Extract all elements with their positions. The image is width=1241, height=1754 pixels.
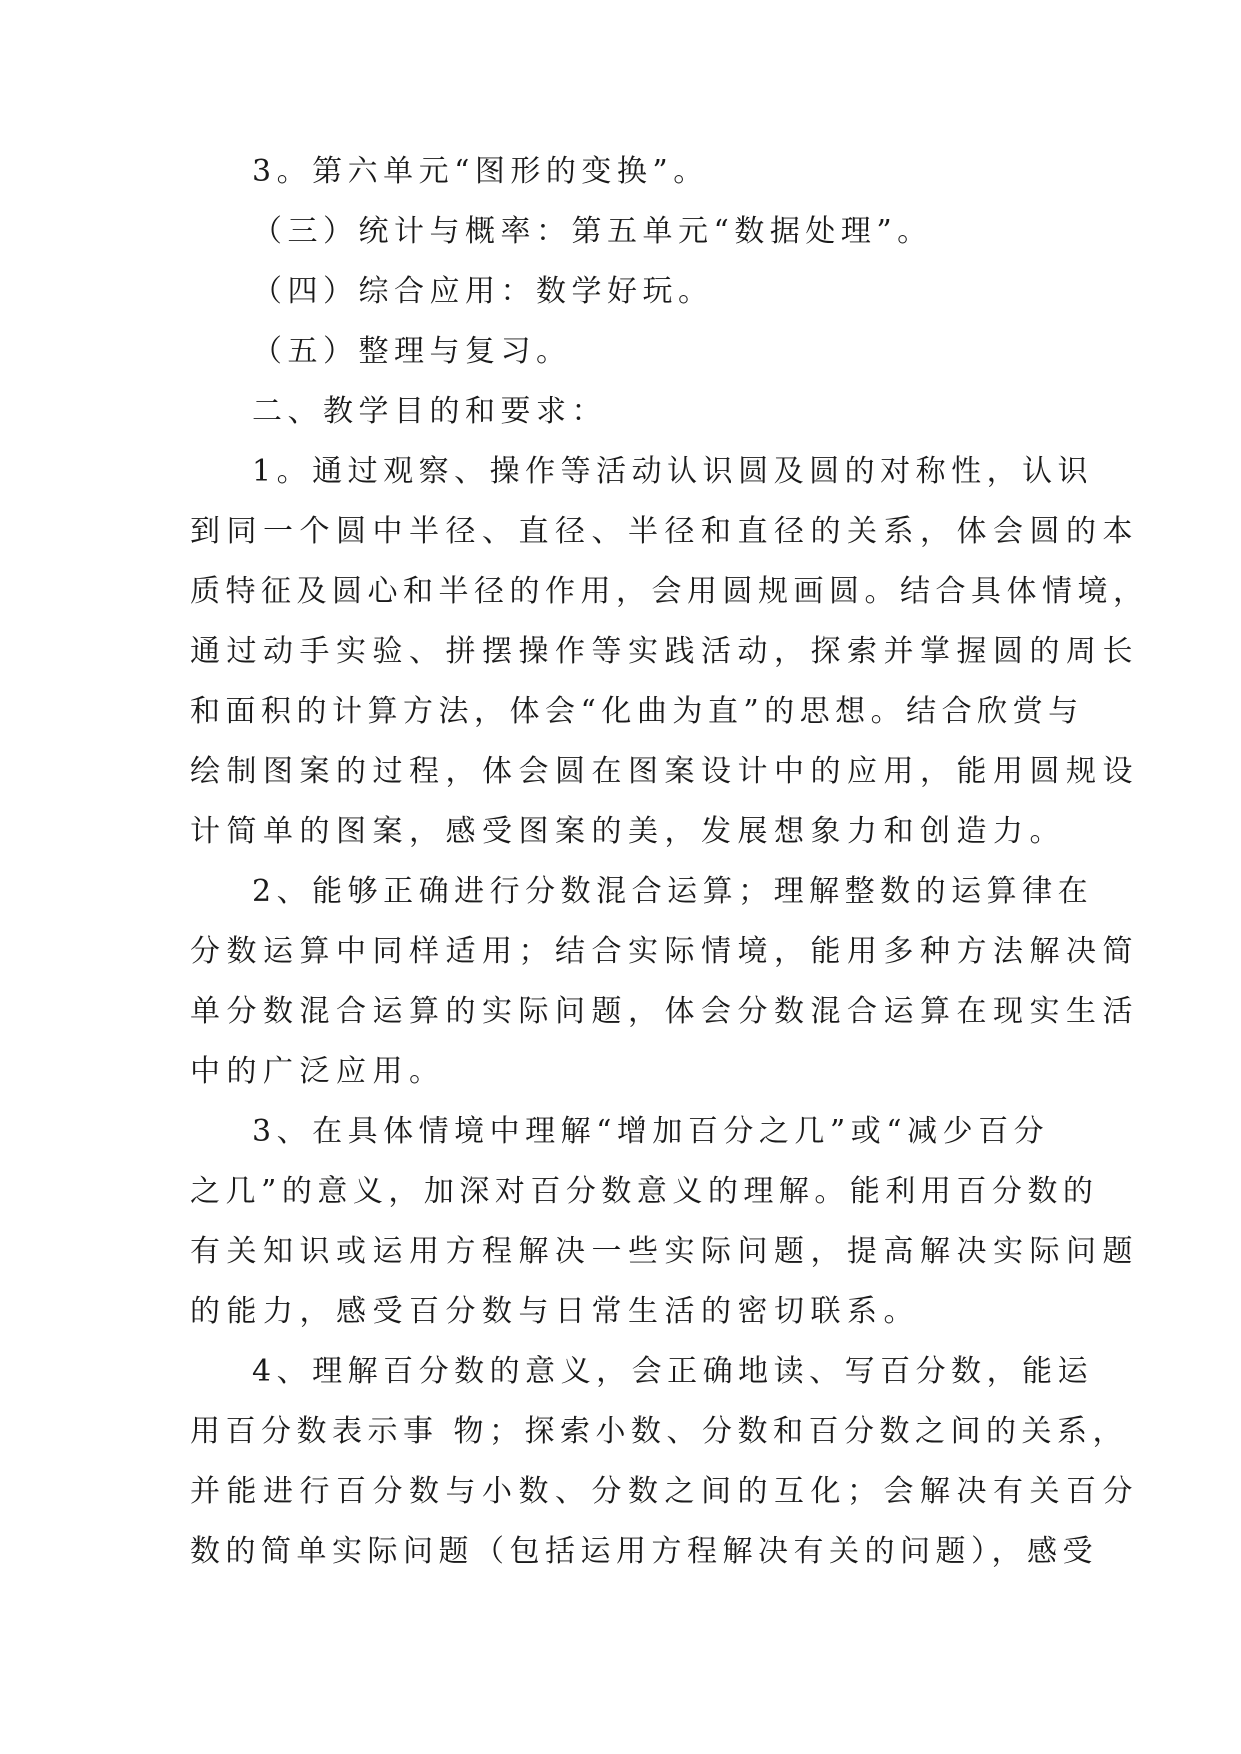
text-line: （三）统计与概率：第五单元“数据处理”。 bbox=[252, 214, 933, 249]
text-line: 数的简单实际问题（包括运用方程解决有关的问题），感受 bbox=[190, 1534, 1098, 1569]
text-line: 之几”的意义，加深对百分数意义的理解。能利用百分数的 bbox=[190, 1174, 1099, 1209]
text-line: 绘制图案的过程，体会圆在图案设计中的应用，能用圆规设 bbox=[190, 754, 1139, 789]
text-line: 单分数混合运算的实际问题，体会分数混合运算在现实生活 bbox=[190, 994, 1139, 1029]
text-line: 3。第六单元“图形的变换”。 bbox=[252, 154, 709, 189]
text-line: 4、理解百分数的意义，会正确地读、写百分数，能运 bbox=[252, 1354, 1094, 1389]
text-line: 3、在具体情境中理解“增加百分之几”或“减少百分 bbox=[252, 1114, 1050, 1149]
text-line: 到同一个圆中半径、直径、半径和直径的关系，体会圆的本 bbox=[190, 514, 1139, 549]
text-line: 有关知识或运用方程解决一些实际问题，提高解决实际问题 bbox=[190, 1234, 1139, 1269]
text-line: 中的广泛应用。 bbox=[190, 1054, 446, 1089]
text-line: 通过动手实验、拼摆操作等实践活动，探索并掌握圆的周长 bbox=[190, 634, 1139, 669]
text-line: 2、能够正确进行分数混合运算；理解整数的运算律在 bbox=[252, 874, 1094, 909]
text-line: （五）整理与复习。 bbox=[252, 334, 572, 369]
text-line: 的能力，感受百分数与日常生活的密切联系。 bbox=[190, 1294, 920, 1329]
text-line: 1。通过观察、操作等活动认识圆及圆的对称性，认识 bbox=[252, 454, 1094, 489]
text-line: 分数运算中同样适用；结合实际情境，能用多种方法解决简 bbox=[190, 934, 1139, 969]
text-line: 计简单的图案，感受图案的美，发展想象力和创造力。 bbox=[190, 814, 1066, 849]
text-line: 质特征及圆心和半径的作用，会用圆规画圆。结合具体情境， bbox=[190, 574, 1149, 609]
text-line: （四）综合应用：数学好玩。 bbox=[252, 274, 714, 309]
text-line: 和面积的计算方法，体会“化曲为直”的思想。结合欣赏与 bbox=[190, 694, 1084, 729]
text-line: 二、教学目的和要求： bbox=[252, 394, 607, 429]
text-line: 用百分数表示事 物；探索小数、分数和百分数之间的关系， bbox=[190, 1414, 1129, 1449]
text-line: 并能进行百分数与小数、分数之间的互化；会解决有关百分 bbox=[190, 1474, 1139, 1509]
